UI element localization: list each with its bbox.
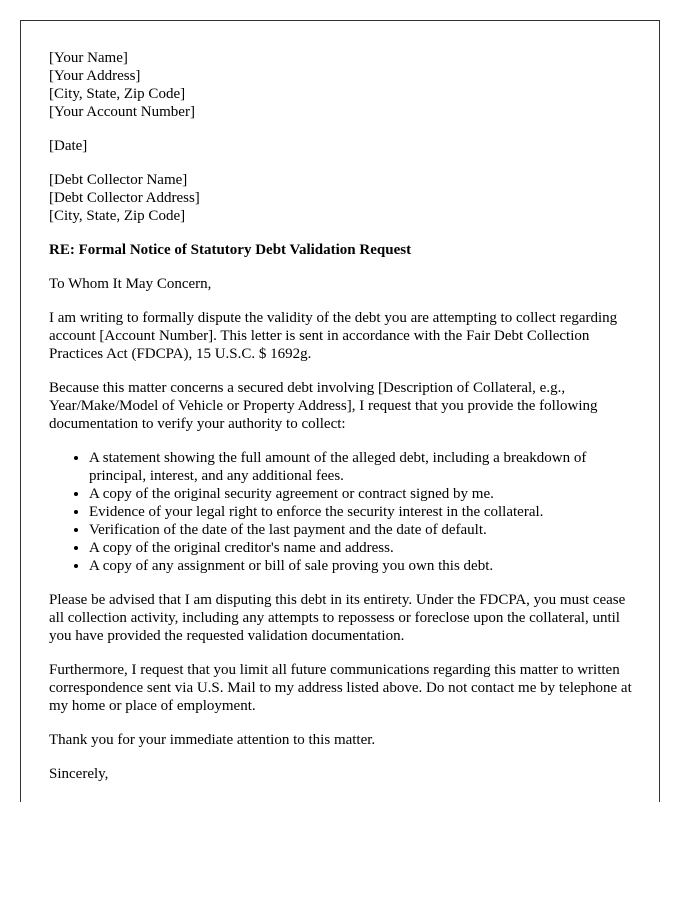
closing: Sincerely, (49, 766, 109, 782)
salutation: To Whom It May Concern, (49, 276, 212, 292)
request-paragraph: Because this matter concerns a secured debt involving [Description of Collateral, e.g., Year/Make/Model of Vehicle or Property Address], I request that you provide the following documentation to verify your authority to collect: (49, 380, 598, 432)
dispute-paragraph: Please be advised that I am disputing this debt in its entirety. Under the FDCPA, you must cease all collection activity, including any attempts to repossess or foreclose upon the collateral, until you have provided the requested validation documentation. (49, 592, 626, 644)
intro-paragraph: I am writing to formally dispute the validity of the debt you are attempting to collect regarding account [Account Number]. This letter is sent in accordance with the Fair Debt Collection Practices Act (FDCPA), 15 U.S.C. $ 1692g. (49, 310, 618, 362)
list-item: • A copy of any assignment or bill of sale proving you own this debt. (89, 557, 633, 575)
date-block (49, 137, 633, 155)
subject-line: RE: Formal Notice of Statutory Debt Validation Request (49, 242, 412, 258)
sender-name: [Your Name] (49, 50, 128, 66)
letter-date: [Date] (49, 138, 88, 154)
recipient-city-state-zip: [City, State, Zip Code] (49, 208, 186, 224)
list-item: • Evidence of your legal right to enforce the security interest in the collateral. (89, 503, 633, 521)
list-item: • A copy of the original creditor's name and address. (89, 539, 633, 557)
list-item: • A copy of the original security agreement or contract signed by me. (89, 485, 633, 503)
thanks-paragraph: Thank you for your immediate attention to this matter. (49, 732, 376, 748)
documentation-list (49, 449, 633, 575)
recipient-address: [Debt Collector Address] (49, 190, 200, 206)
sender-block (49, 49, 633, 121)
letter-page (20, 20, 660, 802)
recipient-name: [Debt Collector Name] (49, 172, 188, 188)
sender-city-state-zip: [City, State, Zip Code] (49, 86, 186, 102)
sender-address: [Your Address] (49, 68, 141, 84)
letter-content (49, 49, 633, 799)
list-item: • Verification of the date of the last payment and the date of default. (89, 521, 633, 539)
list-item: • A statement showing the full amount of the alleged debt, including a breakdown of principal, interest, and any additional fees. (89, 449, 633, 485)
communications-paragraph: Furthermore, I request that you limit all future communications regarding this matter to written correspondence sent via U.S. Mail to my address listed above. Do not contact me by telephone at my home or place of employment. (49, 662, 632, 714)
sender-account-number: [Your Account Number] (49, 104, 195, 120)
recipient-block (49, 171, 633, 225)
